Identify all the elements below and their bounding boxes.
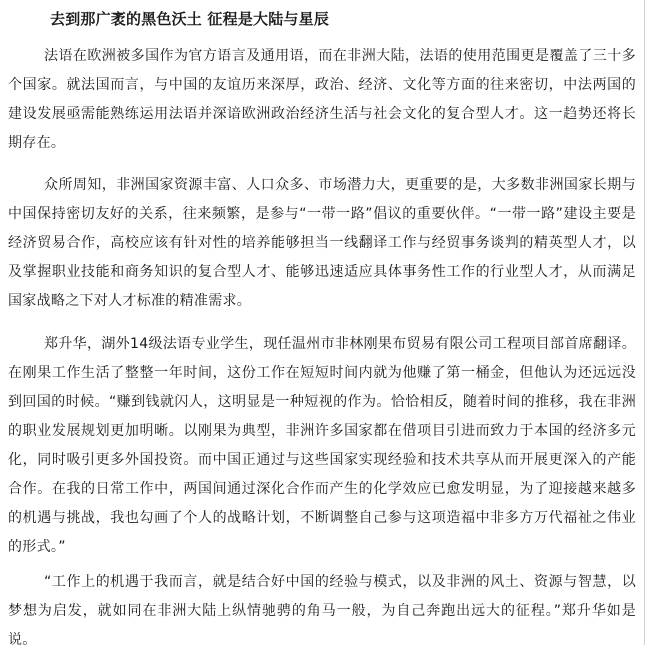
- paragraph-quote: “工作上的机遇于我而言，就是结合好中国的经验与模式，以及非洲的风土、资源与智慧，以梦想为启发，就如同在非洲大陆上纵情驰骋的角马一般，为自己奔跑出远大的征程。”郑升华如是说。: [8, 574, 636, 648]
- article-title: 去到那广袤的黑色沃土 征程是大陆与星辰: [50, 10, 330, 28]
- paragraph-zheng-shenghua: 郑升华，湖外14级法语专业学生，现任温州市非林刚果布贸易有限公司工程项目部首席翻译。在刚果工作生活了整整一年时间，这份工作在短短时间内就为他赚了第一桶金，但他认为还远远没到回国的时候。“赚到钱就闪人，这明显是一种短视的作为。恰恰相反，随着时间的推移，我在非洲的职业发展规划更加明晰。以刚果为典型，非洲许多国家都在借项目引进而致力于本国的经济多元化，同时吸引更多外国投资。而中国正通过与这些国家实现经验和技术共享从而开展更深入的产能合作。在我的日常工作中，两国间通过深化合作而产生的化学效应已愈发明显，为了迎接越来越多的机遇与挑战，我也勾画了个人的战略计划，不断调整自己参与这项造福中非多方万代福祉之伟业的形式。”: [8, 336, 636, 555]
- paragraph-africa-belt-road: 众所周知，非洲国家资源丰富、人口众多、市场潜力大，更重要的是，大多数非洲国家长期与中国保持密切友好的关系，往来频繁，是参与“一带一路”倡议的重要伙伴。“一带一路”建设主要是经济贸易合作，高校应该有针对性的培养能够担当一线翻译工作与经贸事务谈判的精英型人才，以及掌握职业技能和商务知识的复合型人才、能够迅速适应具体事务性工作的行业型人才，从而满足国家战略之下对人才标准的精准需求。: [8, 177, 636, 309]
- paragraph-french-overview: 法语在欧洲被多国作为官方语言及通用语，而在非洲大陆，法语的使用范围更是覆盖了三十多个国家。就法国而言，与中国的友谊历来深厚，政治、经济、文化等方面的往来密切，中法两国的建设发展亟需能熟练运用法语并深谙欧洲政治经济生活与社会文化的复合型人才。这一趋势还将长期存在。: [8, 48, 636, 151]
